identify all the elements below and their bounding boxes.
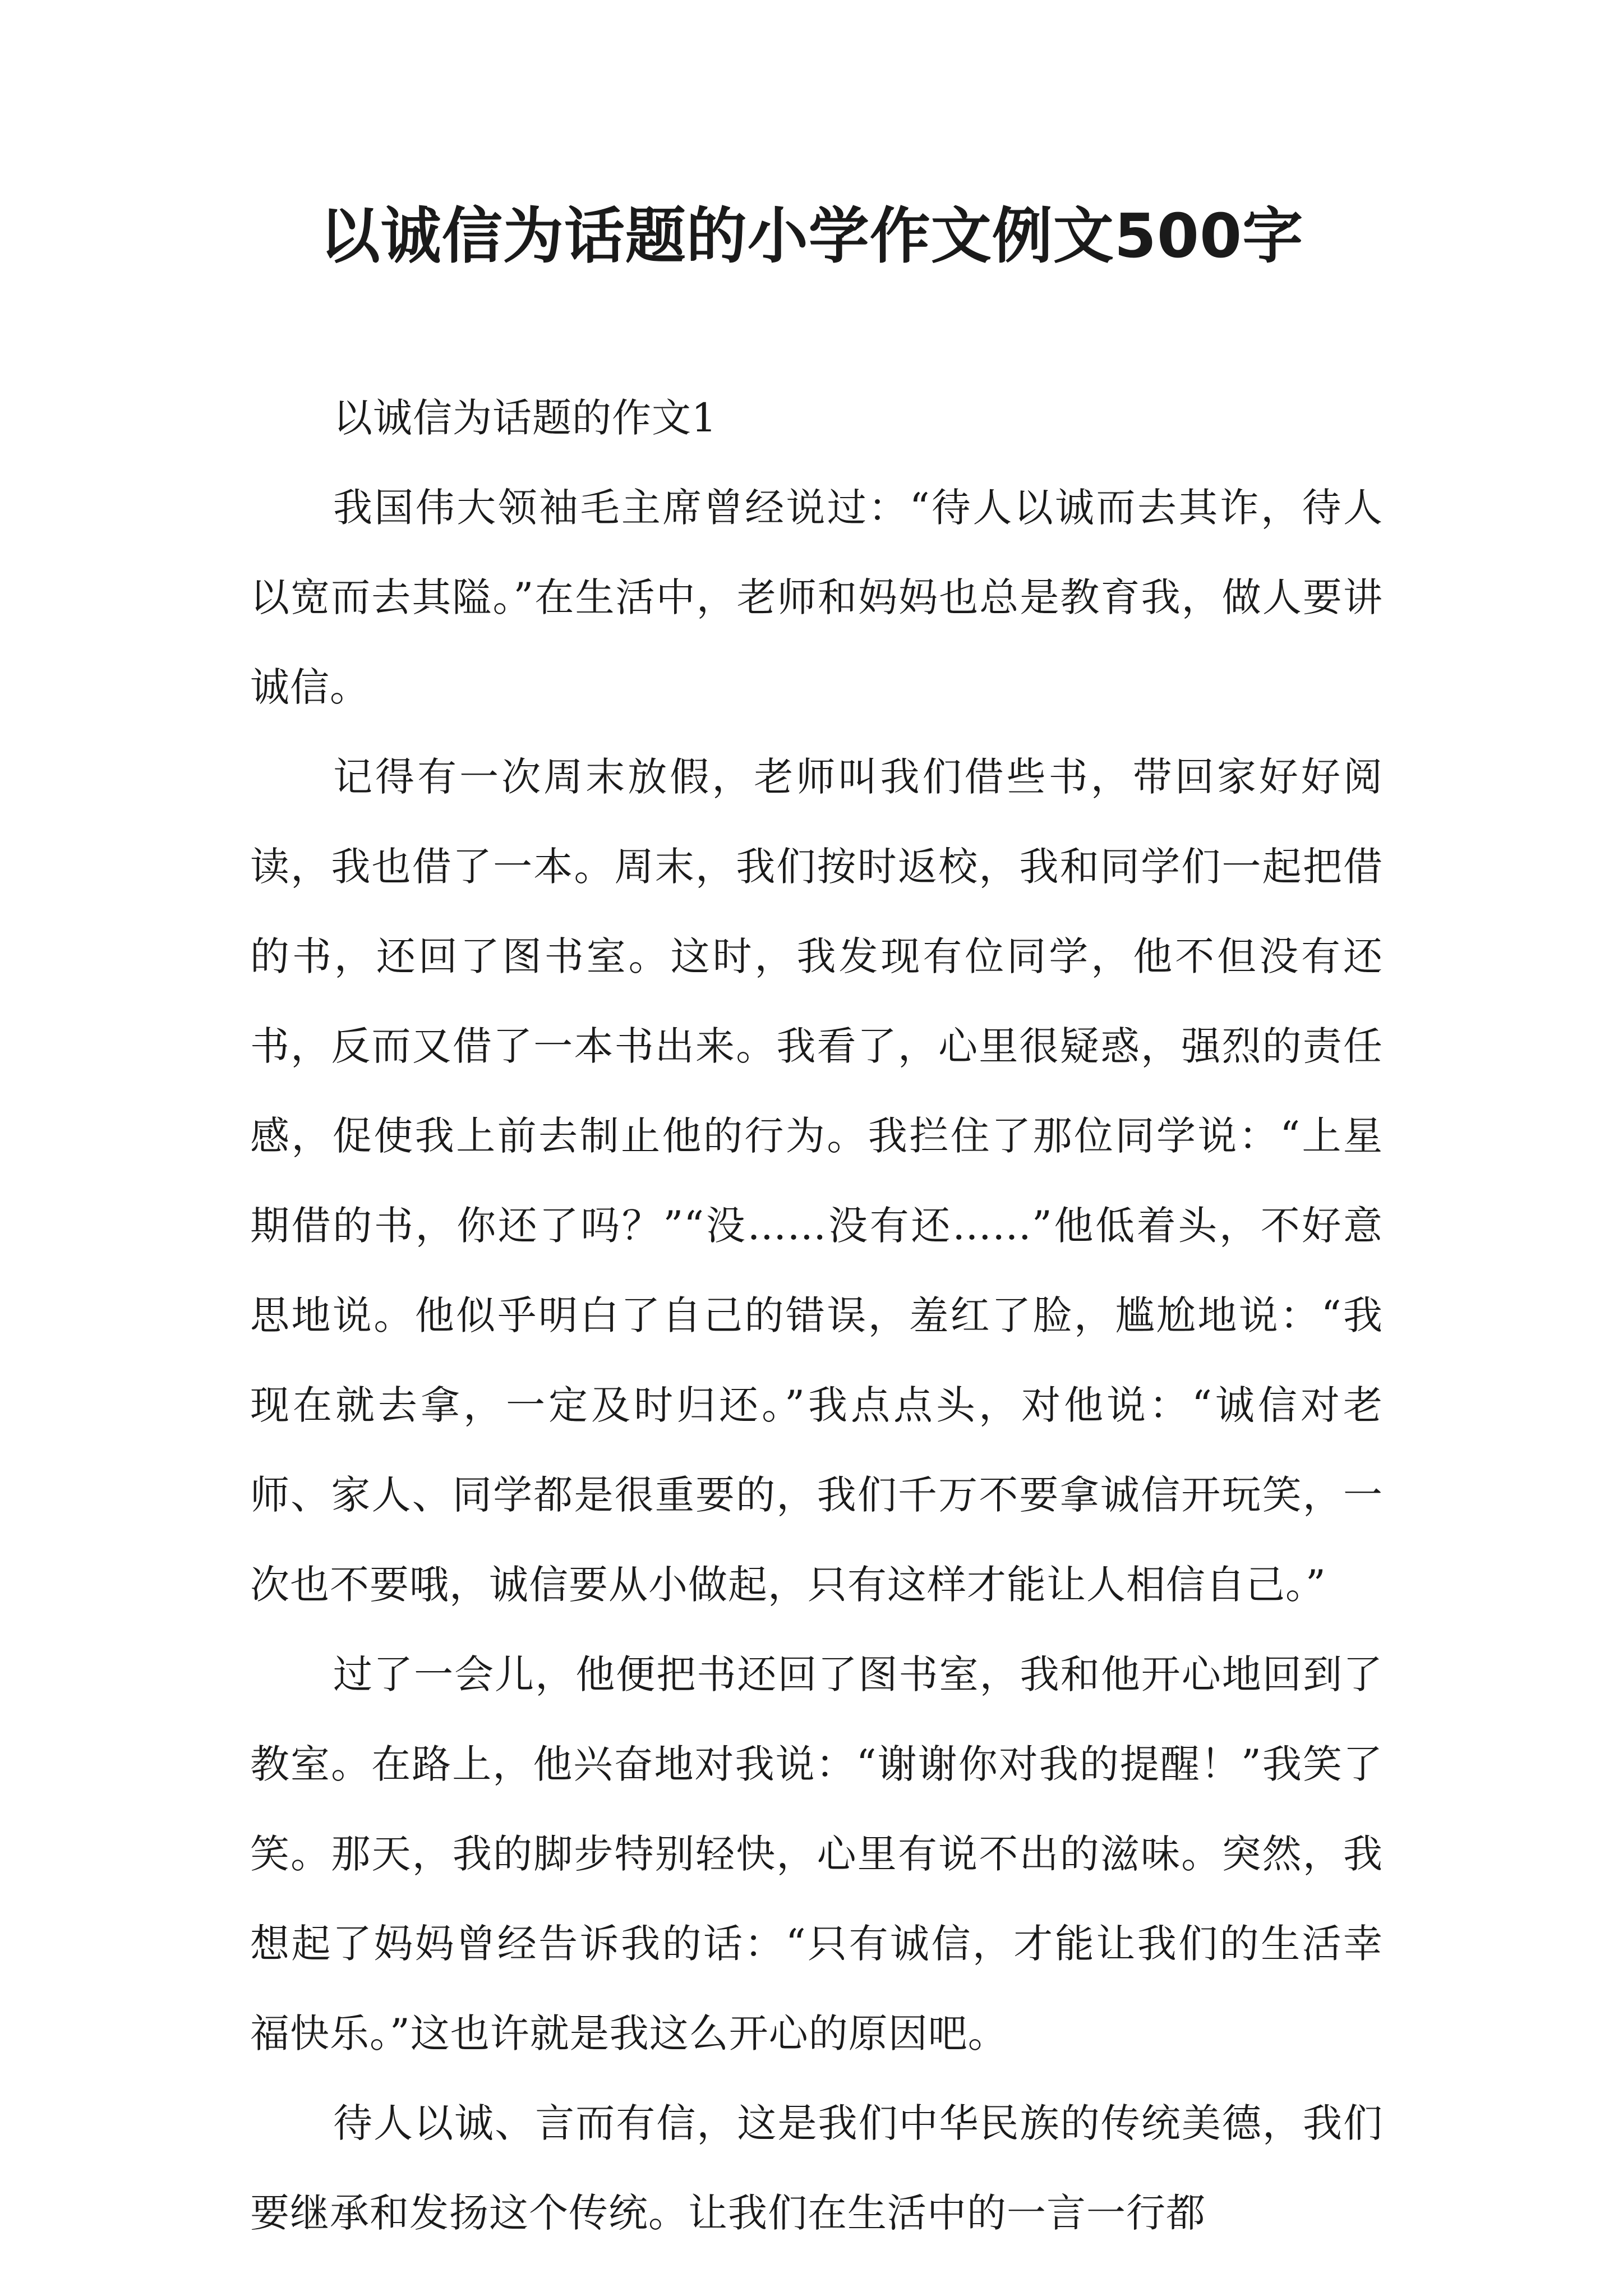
- paragraph: 我国伟大领袖毛主席曾经说过：“待人以诚而去其诈，待人以宽而去其隘。”在生活中，老师和妈妈也总是教育我，做人要讲诚信。: [250, 485, 1383, 710]
- section-heading: 以诚信为话题的作文1: [333, 395, 717, 441]
- paragraph: 待人以诚、言而有信，这是我们中华民族的传统美德，我们要继承和发扬这个传统。让我们在生活中的一言一行都: [250, 2100, 1383, 2236]
- paragraph: 记得有一次周末放假，老师叫我们借些书，带回家好好阅读，我也借了一本。周末，我们按时返校，我和同学们一起把借的书，还回了图书室。这时，我发现有位同学，他不但没有还书，反而又借了一本书出来。我看了，心里很疑惑，强烈的责任感，促使我上前去制止他的行为。我拦住了那位同学说：“上星期借的书，你还了吗？”“没……没有还……”他低着头，不好意思地说。他似乎明白了自己的错误，羞红了脸，尴尬地说：“我现在就去拿，一定及时归还。”我点点头，对他说：“诚信对老师、家人、同学都是很重要的，我们千万不要拿诚信开玩笑，一次也不要哦，诚信要从小做起，只有这样才能让人相信自己。”: [250, 754, 1383, 1608]
- paragraph: 过了一会儿，他便把书还回了图书室，我和他开心地回到了教室。在路上，他兴奋地对我说：“谢谢你对我的提醒！”我笑了笑。那天，我的脚步特别轻快，心里有说不出的滋味。突然，我想起了妈妈曾经告诉我的话：“只有诚信，才能让我们的生活幸福快乐。”这也许就是我这么开心的原因吧。: [250, 1651, 1383, 2056]
- document-body: [250, 373, 1383, 2258]
- document-title: 以诚信为话题的小学作文例文500字: [319, 201, 1304, 272]
